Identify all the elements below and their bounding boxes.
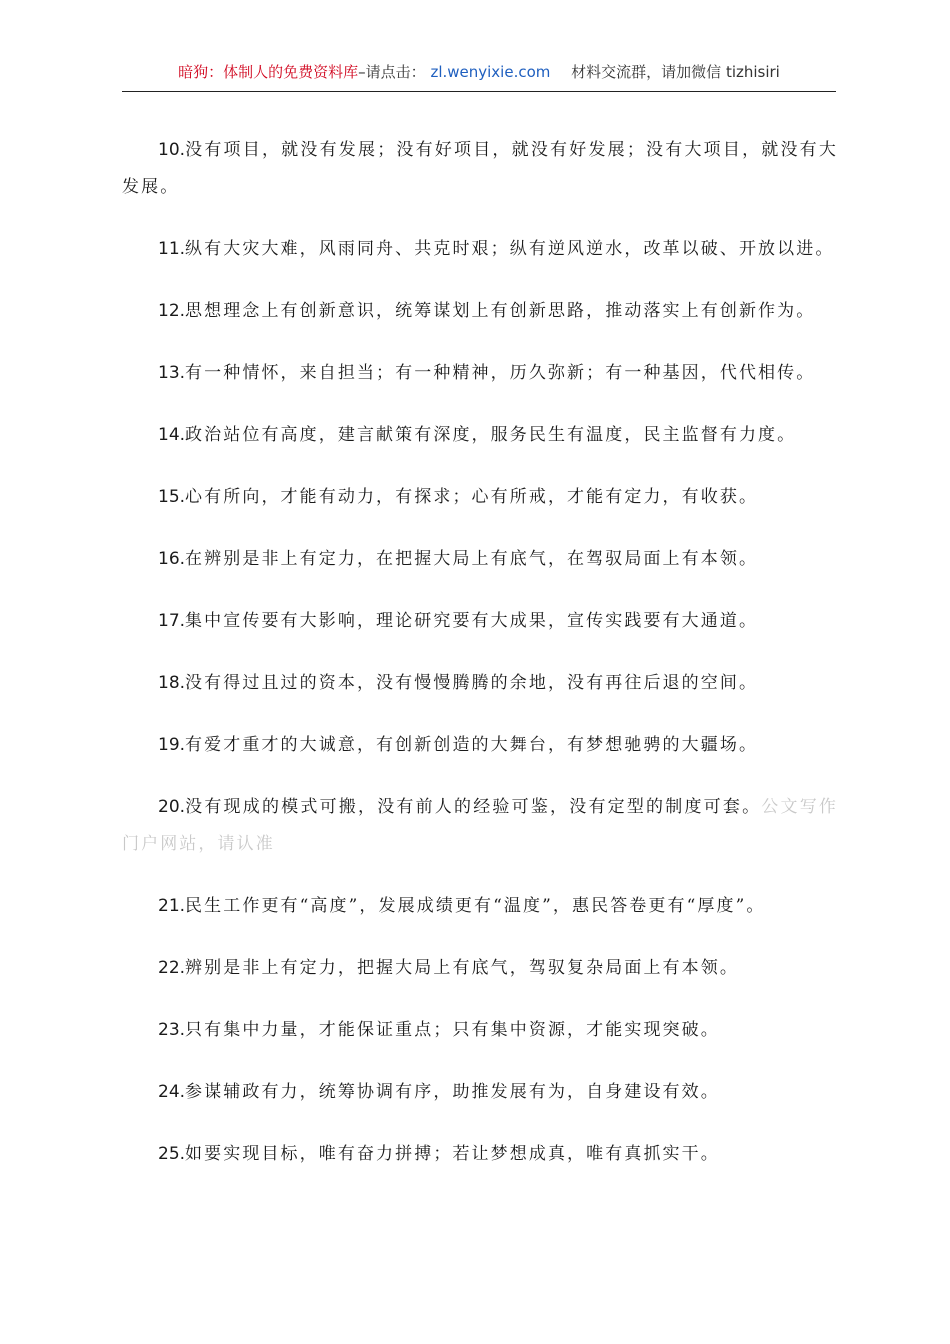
item-text: 集中宣传要有大影响，理论研究要有大成果，宣传实践要有大通道。 [185,611,759,631]
header-group-info: 材料交流群，请加微信 tizhisiri [571,63,780,81]
item-number: 16. [158,549,186,569]
item-text: 只有集中力量，才能保证重点；只有集中资源，才能实现突破。 [185,1020,720,1040]
item-number: 25. [158,1144,186,1164]
list-item [122,888,838,925]
item-text: 纵有大灾大难，风雨同舟、共克时艰；纵有逆风逆水，改革以破、开放以进。 [185,239,835,259]
item-text: 思想理念上有创新意识，统筹谋划上有创新思路，推动落实上有创新作为。 [185,301,816,321]
list-item [122,1074,838,1111]
list-item [122,541,838,578]
list-item [122,950,838,987]
item-text: 没有现成的模式可搬，没有前人的经验可鉴，没有定型的制度可套。 [185,797,762,817]
item-text: 有爱才重才的大诚意，有创新创造的大舞台，有梦想驰骋的大疆场。 [185,735,759,755]
item-text: 参谋辅政有力，统筹协调有序，助推发展有为，自身建设有效。 [185,1082,720,1102]
item-number: 17. [158,611,186,631]
item-number: 14. [158,425,186,445]
item-text: 辨别是非上有定力，把握大局上有底气，驾驭复杂局面上有本领。 [185,958,739,978]
item-number: 19. [158,735,186,755]
item-number: 22. [158,958,186,978]
item-number: 10. [158,140,186,160]
item-number: 18. [158,673,186,693]
list-item [122,132,838,206]
list-item [122,293,838,330]
item-text: 心有所向，才能有动力，有探求；心有所戒，才能有定力，有收获。 [185,487,759,507]
list-item [122,1136,838,1173]
list-item [122,727,838,764]
item-text: 民生工作更有“高度”，发展成绩更有“温度”，惠民答卷更有“厚度”。 [185,896,766,916]
item-number: 23. [158,1020,186,1040]
header-prompt: –请点击： [358,63,426,81]
watermark-text: 公文写作门户网站，请认准 [122,797,838,854]
item-text: 没有项目，就没有发展；没有好项目，就没有好发展；没有大项目，就没有大发展。 [122,140,838,197]
list-item [122,789,838,863]
item-number: 15. [158,487,186,507]
header-brand: 暗狗：体制人的免费资料库 [178,63,359,81]
list-item [122,665,838,702]
list-item [122,417,838,454]
header-url-link[interactable]: zl.wenyixie.com [430,63,551,81]
document-body [122,132,838,1198]
item-text: 在辨别是非上有定力，在把握大局上有底气，在驾驭局面上有本领。 [185,549,759,569]
item-text: 政治站位有高度，建言献策有深度，服务民生有温度，民主监督有力度。 [185,425,797,445]
item-text: 如要实现目标，唯有奋力拼搏；若让梦想成真，唯有真抓实干。 [185,1144,720,1164]
item-number: 11. [158,239,186,259]
list-item [122,603,838,640]
item-text: 有一种情怀，来自担当；有一种精神，历久弥新；有一种基因，代代相传。 [185,363,816,383]
item-number: 21. [158,896,186,916]
list-item [122,231,838,268]
list-item [122,1012,838,1049]
page-header [122,60,836,92]
item-number: 13. [158,363,186,383]
list-item [122,355,838,392]
list-item [122,479,838,516]
item-number: 20. [158,797,186,817]
item-number: 24. [158,1082,186,1102]
item-number: 12. [158,301,186,321]
item-text: 没有得过且过的资本，没有慢慢腾腾的余地，没有再往后退的空间。 [185,673,759,693]
